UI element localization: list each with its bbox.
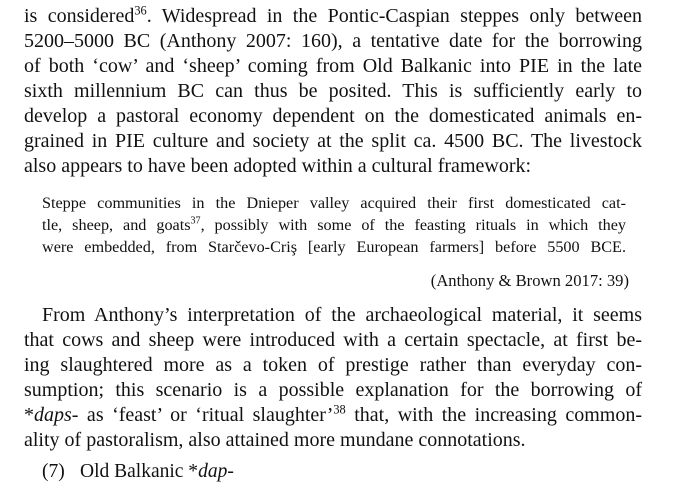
quote-citation: (Anthony & Brown 2017: 39) [430,271,629,290]
paragraph-1-line-7: also appears to have been adopted within a cultural framework: [24,155,532,177]
example-7 [42,460,234,484]
paragraph-2-line-3: ing slaughtered more as a token of prestige rather than everyday con- [24,354,642,376]
text-run: . Widespread in the Pontic-Caspian steppes only between [146,5,642,27]
text-run: * [24,404,34,426]
footnote-marker-36: 36 [134,3,147,18]
text-run: , possibly with some of the feasting rituals in which they [200,216,627,234]
block-quote-line-1: Steppe communities in the Dnieper valley acquired their first domesticated cat- [42,194,626,212]
paragraph-1-line-5: develop a pastoral economy dependent on the domesticated animals en- [24,105,642,127]
block-quote-line-2 [42,214,626,236]
example-number: (7) [42,461,65,482]
paragraph-2-line-2: that cows and sheep were introduced with a certain spectacle, at first be- [24,329,642,351]
example-term: dap- [198,461,234,482]
text-run: as ‘feast’ or ‘ritual slaughter’ [78,404,334,426]
paragraph-1-line-2: 5200–5000 BC (Anthony 2007: 160), a tentative date for the borrowing [24,30,642,52]
paragraph-2-line-4: sumption; this scenario is a possible explanation for the borrowing of [24,379,642,401]
paragraph-2-line-1: From Anthony’s interpretation of the archaeological material, it seems [42,304,642,326]
paragraph-2-line-6: ality of pastoralism, also attained more mundane connotations. [24,429,526,451]
reconstructed-term: daps- [34,404,79,426]
text-run: is considered [24,5,135,27]
paragraph-1-line-1 [24,4,642,29]
block-quote-line-3: were embedded, from Starčevo-Criş [early European farmers] before 5500 BCE. [42,238,626,256]
paragraph-1-line-4: sixth millennium BC can thus be posited. This is sufficiently early to [24,80,642,102]
paragraph-1-line-3: of both ‘cow’ and ‘sheep’ coming from Old Balkanic into PIE in the late [24,55,642,77]
footnote-marker-38: 38 [333,402,346,417]
paragraph-2-line-5 [24,403,642,428]
footnote-marker-37: 37 [190,215,201,227]
paragraph-1-line-6: grained in PIE culture and society at the split ca. 4500 BC. The livestock [24,130,642,152]
example-label: Old Balkanic * [80,461,199,482]
text-run: tle, sheep, and goats [42,216,191,234]
text-run: that, with the increasing common- [345,404,642,426]
